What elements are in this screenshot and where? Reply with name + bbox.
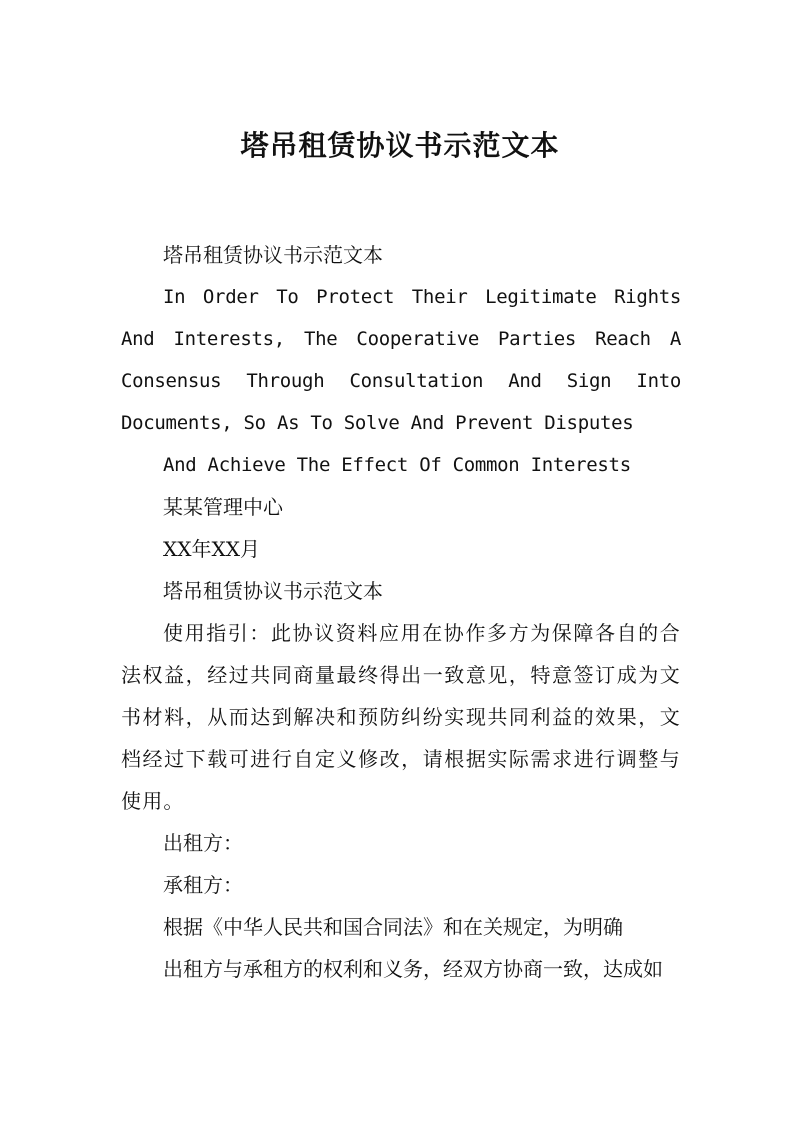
paragraph-repeat-title: 塔吊租赁协议书示范文本 — [163, 243, 383, 267]
paragraph-text-title: 塔吊租赁协议书示范文本 — [163, 579, 383, 603]
paragraph-usage-guide: 使用指引：此协议资料应用在协作多方为保障各自的合法权益，经过共同商量最终得出一致意见，特意签订成为文书材料，从而达到解决和预防纠纷实现共同利益的效果，文档经过下载可进行自定义修改，请根据实际需求进行调整与使用。 — [121, 621, 681, 813]
paragraph-legal-basis: 根据《中华人民共和国合同法》和在关规定，为明确 — [163, 915, 623, 939]
paragraph-lessor: 出租方： — [163, 831, 243, 855]
paragraph-english-continuation: And Achieve The Effect Of Common Interests — [163, 454, 631, 476]
document-title: 塔吊租赁协议书示范文本 — [240, 129, 560, 162]
paragraph-lessee: 承租方： — [163, 873, 243, 897]
paragraph-organization: 某某管理中心 — [163, 495, 283, 519]
paragraph-english-intro: In Order To Protect Their Legitimate Rights And Interests, The Cooperative Parties Reach A Consensus Through Consultation And Sign Into Documents, So As To Solve And Prevent Disputes — [121, 286, 681, 434]
document-body — [121, 234, 681, 990]
paragraph-agreement-purpose: 出租方与承租方的权利和义务，经双方协商一致，达成如 — [163, 957, 663, 981]
paragraph-date: XX年XX月 — [163, 537, 260, 561]
